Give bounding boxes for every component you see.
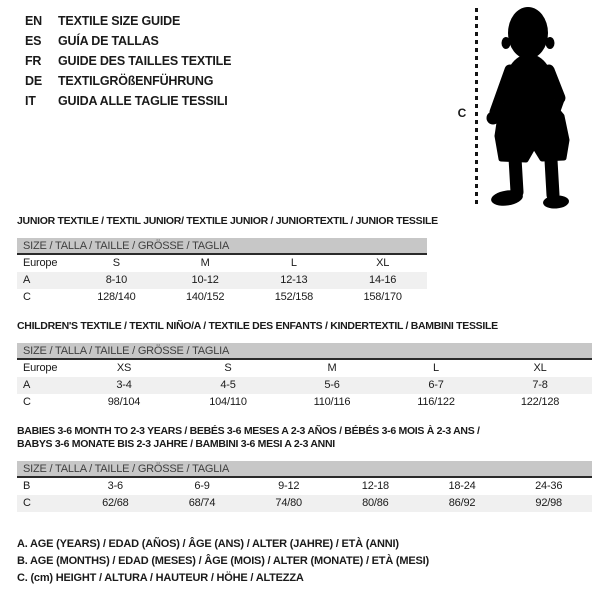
- table-row: [17, 478, 592, 495]
- size-table: [17, 425, 592, 512]
- table-cell: 3-4: [116, 379, 132, 391]
- footnote: C. (cm) HEIGHT / ALTURA / HAUTEUR / HÖHE / ALTEZZA: [17, 572, 304, 584]
- table-cell: 18-24: [448, 480, 476, 492]
- table-row: [17, 495, 592, 512]
- language-code: EN: [25, 14, 42, 28]
- language-code: IT: [25, 94, 36, 108]
- height-measure-line: [475, 8, 478, 206]
- table-title: [17, 320, 592, 333]
- table-cell: XL: [376, 257, 390, 269]
- table-cell: 6-7: [428, 379, 444, 391]
- table-cell: 122/128: [520, 396, 560, 408]
- language-code: ES: [25, 34, 42, 48]
- table-row: [17, 272, 427, 289]
- table-cell: 5-6: [324, 379, 340, 391]
- size-header-bar: SIZE / TALLA / TAILLE / GRÖSSE / TAGLIA: [17, 461, 592, 478]
- table-cell: 12-18: [361, 480, 389, 492]
- size-table: [17, 320, 592, 411]
- table-cell: 68/74: [188, 497, 216, 509]
- footnote: A. AGE (YEARS) / EDAD (AÑOS) / ÂGE (ANS) / ALTER (JAHRE) / ETÀ (ANNI): [17, 538, 399, 550]
- table-cell: L: [290, 257, 297, 269]
- table-title: [17, 215, 438, 228]
- size-tables-content: [17, 215, 592, 587]
- table-row: [17, 289, 427, 306]
- language-label: GUIDA ALLE TAGLIE TESSILI: [58, 94, 228, 108]
- size-header-bar: SIZE / TALLA / TAILLE / GRÖSSE / TAGLIA: [17, 238, 427, 255]
- table-cell: M: [200, 257, 210, 269]
- row-label: Europe: [23, 362, 58, 374]
- table-cell: XS: [116, 362, 132, 374]
- table-title-line: CHILDREN'S TEXTILE / TEXTIL NIÑO/A / TEXTILE DES ENFANTS / KINDERTEXTIL / BAMBINI TESSILE: [17, 320, 498, 332]
- table-cell: 152/158: [274, 291, 314, 303]
- table-cell: 116/122: [417, 396, 455, 408]
- language-list: [25, 11, 231, 111]
- table-cell: 80/86: [362, 497, 389, 509]
- table-row: [17, 255, 427, 272]
- table-cell: 74/80: [275, 497, 302, 509]
- language-row: [25, 11, 231, 31]
- table-cell: 110/116: [313, 396, 351, 408]
- table-cell: 4-5: [220, 379, 236, 391]
- row-label: C: [23, 291, 31, 303]
- table-cell: M: [327, 362, 337, 374]
- table-cell: 9-12: [278, 480, 300, 492]
- table-cell: 7-8: [532, 379, 548, 391]
- table-title-line: BABYS 3-6 MONATE BIS 2-3 JAHRE / BAMBINI 3-6 MESI A 2-3 ANNI: [17, 438, 335, 450]
- language-row: [25, 51, 231, 71]
- size-tables: [17, 215, 592, 512]
- table-cell: S: [224, 362, 232, 374]
- measurement-figure: [450, 0, 600, 215]
- table-row: [17, 394, 592, 411]
- table-cell: 128/140: [97, 291, 136, 303]
- table-cell: 6-9: [194, 480, 210, 492]
- row-label: Europe: [23, 257, 58, 269]
- size-header-bar: SIZE / TALLA / TAILLE / GRÖSSE / TAGLIA: [17, 343, 592, 360]
- table-cell: 140/152: [185, 291, 225, 303]
- table-row: [17, 360, 592, 377]
- footnote: B. AGE (MONTHS) / EDAD (MESES) / ÂGE (MOIS) / ALTER (MONATE) / ETÀ (MESI): [17, 555, 429, 567]
- row-label: A: [23, 379, 31, 391]
- language-label: TEXTILE SIZE GUIDE: [58, 14, 181, 28]
- table-cell: 92/98: [535, 497, 562, 509]
- language-code: DE: [25, 74, 42, 88]
- table-title: [17, 425, 592, 451]
- measure-label-c: C: [457, 106, 467, 120]
- table-cell: 24-36: [535, 480, 563, 492]
- table-row: [17, 377, 592, 394]
- table-cell: 10-12: [191, 274, 219, 286]
- language-row: [25, 91, 231, 111]
- table-cell: 98/104: [107, 396, 141, 408]
- row-label: A: [23, 274, 31, 286]
- table-title-line: BABIES 3-6 MONTH TO 2-3 YEARS / BEBÉS 3-6 MESES A 2-3 AÑOS / BÉBÉS 3-6 MOIS À 2-3 ANS /: [17, 425, 480, 437]
- table-cell: 62/68: [102, 497, 129, 509]
- footnotes: [17, 536, 592, 587]
- table-cell: S: [112, 257, 120, 269]
- language-label: GUÍA DE TALLAS: [58, 34, 159, 48]
- table-cell: 8-10: [105, 274, 127, 286]
- table-cell: L: [433, 362, 439, 374]
- table-cell: 158/170: [363, 291, 402, 303]
- table-title-line: JUNIOR TEXTILE / TEXTIL JUNIOR/ TEXTILE JUNIOR / JUNIORTEXTIL / JUNIOR TESSILE: [17, 215, 438, 227]
- table-cell: 12-13: [280, 274, 308, 286]
- toddler-silhouette-icon: [485, 0, 600, 215]
- table-cell: 86/92: [448, 497, 476, 509]
- size-table: [17, 215, 438, 306]
- row-label: B: [23, 480, 31, 492]
- row-label: C: [23, 497, 31, 509]
- language-code: FR: [25, 54, 42, 68]
- language-label: GUIDE DES TAILLES TEXTILE: [58, 54, 232, 68]
- language-row: [25, 31, 231, 51]
- row-label: C: [23, 396, 31, 408]
- table-cell: 14-16: [369, 274, 397, 286]
- language-label: TEXTILGRÖßENFÜHRUNG: [58, 74, 214, 88]
- table-cell: 104/110: [209, 396, 247, 408]
- language-row: [25, 71, 231, 91]
- table-cell: 3-6: [107, 480, 123, 492]
- table-cell: XL: [533, 362, 547, 374]
